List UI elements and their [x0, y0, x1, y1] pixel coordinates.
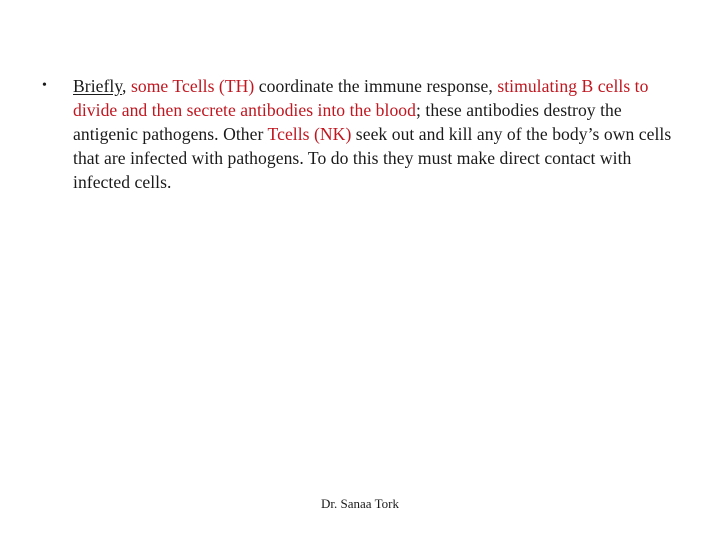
keyword-briefly: Briefly	[73, 76, 123, 96]
text-segment: ,	[122, 76, 131, 96]
text-segment: seek out and kill any of the body’s own cells that are infected with pathogens. To do this they must make direct contact with infected cells.	[73, 124, 672, 192]
highlight-tcells-th: some Tcells (TH)	[130, 76, 255, 96]
highlight-tcells-nk: Tcells (NK)	[267, 124, 352, 144]
bullet-item	[40, 74, 680, 194]
highlight-stimulating-b-cells: stimulating B cells to divide and then secrete antibodies into the blood	[73, 76, 649, 120]
footer-author: Dr. Sanaa Tork	[321, 496, 399, 511]
text-segment: ; these antibodies destroy the antigenic pathogens. Other	[73, 100, 622, 144]
bullet-paragraph	[73, 74, 680, 194]
text-segment: coordinate the immune response,	[254, 76, 498, 96]
bullet-icon: •	[42, 78, 47, 93]
